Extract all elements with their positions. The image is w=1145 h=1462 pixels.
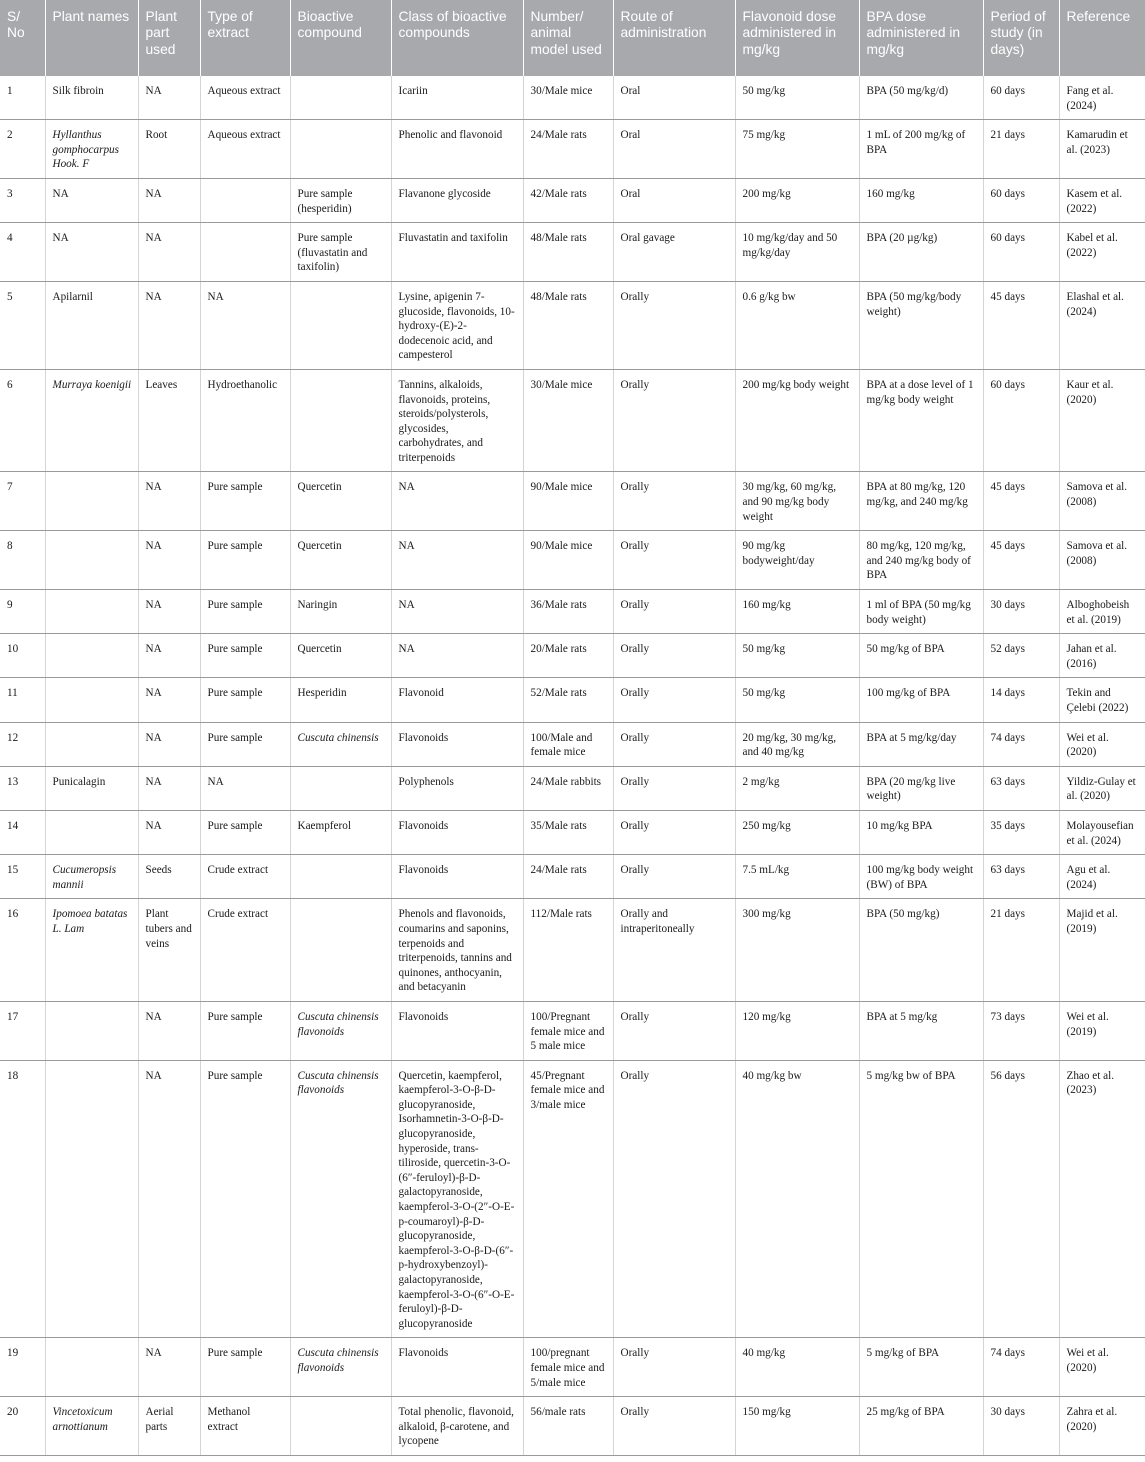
cell-plant-part: Leaves [138,369,200,472]
cell-sno: 13 [0,766,45,810]
cell-extract-type: Aqueous extract [200,76,290,120]
cell-animal-model: 56/male rats [523,1397,613,1456]
cell-animal-model: 100/Male and female mice [523,722,613,766]
cell-bioactive-compound: Naringin [290,590,391,634]
table-header [0,0,1145,76]
cell-bpa-dose: 1 mL of 200 mg/kg of BPA [859,120,983,179]
cell-extract-type: Hydroethanolic [200,369,290,472]
cell-plant-part: NA [138,178,200,222]
cell-reference: Samova et al. (2008) [1059,472,1145,531]
header-reference: Reference [1059,0,1145,76]
cell-plant-name [45,1001,138,1060]
cell-bioactive-compound [290,766,391,810]
cell-extract-type: Aqueous extract [200,120,290,179]
cell-compound-class: Lysine, apigenin 7-glucoside, flavonoids, 10-hydroxy-(E)-2-dodecenoic acid, and campesterol [391,281,523,369]
cell-flavonoid-dose: 90 mg/kg bodyweight/day [735,531,859,590]
cell-extract-type: Pure sample [200,531,290,590]
cell-reference: Jahan et al. (2016) [1059,634,1145,678]
cell-extract-type: Crude extract [200,855,290,899]
cell-animal-model: 52/Male rats [523,678,613,722]
header-animal-model: Number/ animal model used [523,0,613,76]
cell-bpa-dose: BPA at 80 mg/kg, 120 mg/kg, and 240 mg/kg [859,472,983,531]
cell-bioactive-compound: Quercetin [290,531,391,590]
cell-animal-model: 45/Pregnant female mice and 3/male mice [523,1060,613,1338]
header-bpa-dose: BPA dose administered in mg/kg [859,0,983,76]
cell-route: Orally [613,281,735,369]
cell-compound-class: Flavonoid [391,678,523,722]
cell-flavonoid-dose: 50 mg/kg [735,678,859,722]
cell-extract-type: NA [200,281,290,369]
cell-reference: Molayousefian et al. (2024) [1059,810,1145,854]
cell-compound-class: NA [391,472,523,531]
cell-plant-part: NA [138,1060,200,1338]
cell-bpa-dose: BPA at 5 mg/kg [859,1001,983,1060]
cell-plant-part: NA [138,1338,200,1397]
cell-plant-name: Cucumeropsis mannii [45,855,138,899]
cell-period: 45 days [983,531,1059,590]
cell-plant-part: NA [138,223,200,282]
cell-period: 14 days [983,678,1059,722]
cell-plant-name: Ipomoea batatas L. Lam [45,899,138,1002]
cell-flavonoid-dose: 150 mg/kg [735,1397,859,1456]
cell-bpa-dose: BPA (20 µg/kg) [859,223,983,282]
cell-compound-class: NA [391,590,523,634]
cell-period: 45 days [983,281,1059,369]
cell-compound-class: Phenols and flavonoids, coumarins and saponins, terpenoids and triterpenoids, tannins and quinones, anthocyanin, and betacyanin [391,899,523,1002]
cell-route: Orally [613,722,735,766]
cell-flavonoid-dose: 120 mg/kg [735,1001,859,1060]
cell-flavonoid-dose: 250 mg/kg [735,810,859,854]
table-row [0,531,1145,590]
cell-compound-class: Flavanone glycoside [391,178,523,222]
cell-animal-model: 24/Male rats [523,855,613,899]
cell-animal-model: 35/Male rats [523,810,613,854]
cell-reference: Elashal et al. (2024) [1059,281,1145,369]
cell-period: 35 days [983,810,1059,854]
cell-plant-part: NA [138,810,200,854]
cell-plant-name [45,634,138,678]
cell-plant-part: NA [138,722,200,766]
cell-flavonoid-dose: 10 mg/kg/day and 50 mg/kg/day [735,223,859,282]
table-row [0,678,1145,722]
table-row [0,590,1145,634]
cell-animal-model: 24/Male rabbits [523,766,613,810]
cell-extract-type: Pure sample [200,1338,290,1397]
table-row [0,810,1145,854]
cell-bioactive-compound: Quercetin [290,634,391,678]
cell-compound-class: Flavonoids [391,1338,523,1397]
cell-animal-model: 48/Male rats [523,223,613,282]
cell-plant-part: Seeds [138,855,200,899]
cell-bioactive-compound: Cuscuta chinensis flavonoids [290,1338,391,1397]
cell-reference: Wei et al. (2020) [1059,1338,1145,1397]
cell-flavonoid-dose: 50 mg/kg [735,76,859,120]
table-row [0,1001,1145,1060]
cell-reference: Zhao et al. (2023) [1059,1060,1145,1338]
cell-bpa-dose: 25 mg/kg of BPA [859,1397,983,1456]
cell-bioactive-compound: Hesperidin [290,678,391,722]
cell-plant-name: Silk fibroin [45,76,138,120]
cell-sno: 10 [0,634,45,678]
cell-compound-class: Tannins, alkaloids, flavonoids, proteins, steroids/polysterols, glycosides, carbohydrates, and triterpenoids [391,369,523,472]
header-period: Period of study (in days) [983,0,1059,76]
cell-route: Oral gavage [613,223,735,282]
cell-route: Orally [613,1060,735,1338]
cell-sno: 14 [0,810,45,854]
cell-plant-name: Punicalagin [45,766,138,810]
cell-compound-class: Polyphenols [391,766,523,810]
cell-bioactive-compound: Quercetin [290,472,391,531]
cell-reference: Yildiz-Gulay et al. (2020) [1059,766,1145,810]
table-row [0,899,1145,1002]
cell-bpa-dose: 80 mg/kg, 120 mg/kg, and 240 mg/kg body of BPA [859,531,983,590]
cell-sno: 5 [0,281,45,369]
cell-route: Oral [613,178,735,222]
cell-bioactive-compound [290,281,391,369]
cell-flavonoid-dose: 200 mg/kg [735,178,859,222]
header-bioactive-compound: Bioactive compound [290,0,391,76]
cell-plant-name [45,1060,138,1338]
header-row [0,0,1145,76]
cell-sno: 16 [0,899,45,1002]
cell-period: 63 days [983,766,1059,810]
cell-bpa-dose: 160 mg/kg [859,178,983,222]
cell-period: 60 days [983,76,1059,120]
cell-route: Orally [613,810,735,854]
cell-extract-type: Pure sample [200,1001,290,1060]
cell-route: Orally [613,678,735,722]
cell-sno: 19 [0,1338,45,1397]
table-row [0,855,1145,899]
header-flavonoid-dose: Flavonoid dose administered in mg/kg [735,0,859,76]
cell-plant-part: NA [138,472,200,531]
cell-animal-model: 100/pregnant female mice and 5/male mice [523,1338,613,1397]
table-row [0,76,1145,120]
cell-period: 52 days [983,634,1059,678]
cell-reference: Majid et al. (2019) [1059,899,1145,1002]
table-row [0,1060,1145,1338]
cell-route: Orally [613,590,735,634]
cell-plant-name: Murraya koenigii [45,369,138,472]
cell-extract-type: Pure sample [200,1060,290,1338]
cell-plant-name [45,810,138,854]
cell-sno: 3 [0,178,45,222]
cell-plant-part: NA [138,590,200,634]
cell-plant-part: NA [138,76,200,120]
cell-reference: Zahra et al. (2020) [1059,1397,1145,1456]
cell-bpa-dose: BPA (20 mg/kg live weight) [859,766,983,810]
cell-flavonoid-dose: 20 mg/kg, 30 mg/kg, and 40 mg/kg [735,722,859,766]
table-row [0,369,1145,472]
cell-compound-class: Flavonoids [391,810,523,854]
cell-extract-type [200,178,290,222]
cell-bioactive-compound [290,369,391,472]
cell-flavonoid-dose: 30 mg/kg, 60 mg/kg, and 90 mg/kg body weight [735,472,859,531]
cell-bpa-dose: 10 mg/kg BPA [859,810,983,854]
table-row [0,120,1145,179]
cell-animal-model: 24/Male rats [523,120,613,179]
cell-compound-class: Icariin [391,76,523,120]
cell-sno: 2 [0,120,45,179]
cell-sno: 4 [0,223,45,282]
cell-sno: 12 [0,722,45,766]
cell-route: Orally [613,766,735,810]
cell-plant-name [45,590,138,634]
cell-extract-type: NA [200,766,290,810]
cell-flavonoid-dose: 75 mg/kg [735,120,859,179]
cell-plant-name: NA [45,178,138,222]
cell-reference: Agu et al. (2024) [1059,855,1145,899]
cell-sno: 9 [0,590,45,634]
cell-bpa-dose: BPA (50 mg/kg/body weight) [859,281,983,369]
cell-extract-type: Methanol extract [200,1397,290,1456]
cell-bpa-dose: 100 mg/kg of BPA [859,678,983,722]
cell-animal-model: 90/Male mice [523,531,613,590]
cell-extract-type: Pure sample [200,810,290,854]
cell-reference: Alboghobeish et al. (2019) [1059,590,1145,634]
cell-route: Orally [613,472,735,531]
cell-period: 30 days [983,590,1059,634]
header-plant-names: Plant names [45,0,138,76]
cell-compound-class: NA [391,531,523,590]
cell-sno: 11 [0,678,45,722]
cell-compound-class: Flavonoids [391,855,523,899]
cell-animal-model: 30/Male mice [523,369,613,472]
cell-bpa-dose: BPA (50 mg/kg) [859,899,983,1002]
cell-period: 74 days [983,722,1059,766]
cell-reference: Samova et al. (2008) [1059,531,1145,590]
table-row [0,634,1145,678]
cell-bioactive-compound: Pure sample (fluvastatin and taxifolin) [290,223,391,282]
table-row [0,1338,1145,1397]
header-plant-part: Plant part used [138,0,200,76]
cell-period: 56 days [983,1060,1059,1338]
table-row [0,281,1145,369]
cell-sno: 20 [0,1397,45,1456]
cell-compound-class: Flavonoids [391,1001,523,1060]
cell-plant-name: NA [45,223,138,282]
table-row [0,223,1145,282]
cell-bioactive-compound [290,899,391,1002]
cell-animal-model: 100/Pregnant female mice and 5 male mice [523,1001,613,1060]
cell-sno: 15 [0,855,45,899]
table-row [0,472,1145,531]
cell-flavonoid-dose: 200 mg/kg body weight [735,369,859,472]
header-sno: S/ No [0,0,45,76]
cell-plant-name [45,678,138,722]
cell-route: Oral [613,120,735,179]
cell-plant-name [45,472,138,531]
cell-compound-class: Phenolic and flavonoid [391,120,523,179]
cell-plant-name: Vincetoxicum arnottianum [45,1397,138,1456]
cell-route: Orally [613,855,735,899]
table-row [0,722,1145,766]
cell-plant-part: NA [138,766,200,810]
cell-bpa-dose: 1 ml of BPA (50 mg/kg body weight) [859,590,983,634]
cell-period: 73 days [983,1001,1059,1060]
cell-route: Orally and intraperitoneally [613,899,735,1002]
cell-route: Orally [613,369,735,472]
cell-bpa-dose: 5 mg/kg of BPA [859,1338,983,1397]
header-compound-class: Class of bioactive compounds [391,0,523,76]
cell-plant-name [45,722,138,766]
cell-plant-part: NA [138,634,200,678]
cell-bpa-dose: 100 mg/kg body weight (BW) of BPA [859,855,983,899]
cell-bioactive-compound [290,855,391,899]
cell-period: 21 days [983,899,1059,1002]
cell-sno: 18 [0,1060,45,1338]
cell-compound-class: NA [391,634,523,678]
cell-period: 21 days [983,120,1059,179]
cell-plant-name: Hyllanthus gomphocarpus Hook. F [45,120,138,179]
cell-route: Orally [613,531,735,590]
cell-flavonoid-dose: 7.5 mL/kg [735,855,859,899]
cell-bioactive-compound: Pure sample (hesperidin) [290,178,391,222]
cell-extract-type: Pure sample [200,634,290,678]
cell-animal-model: 20/Male rats [523,634,613,678]
cell-period: 60 days [983,223,1059,282]
cell-bioactive-compound [290,120,391,179]
cell-bioactive-compound: Cuscuta chinensis [290,722,391,766]
cell-bpa-dose: 5 mg/kg bw of BPA [859,1060,983,1338]
cell-bioactive-compound: Kaempferol [290,810,391,854]
cell-plant-part: NA [138,281,200,369]
cell-animal-model: 36/Male rats [523,590,613,634]
cell-bpa-dose: BPA at 5 mg/kg/day [859,722,983,766]
cell-flavonoid-dose: 160 mg/kg [735,590,859,634]
cell-plant-part: NA [138,531,200,590]
cell-animal-model: 30/Male mice [523,76,613,120]
cell-period: 45 days [983,472,1059,531]
cell-animal-model: 90/Male mice [523,472,613,531]
cell-flavonoid-dose: 0.6 g/kg bw [735,281,859,369]
cell-reference: Wei et al. (2019) [1059,1001,1145,1060]
cell-bpa-dose: BPA (50 mg/kg/d) [859,76,983,120]
table-body [0,76,1145,1455]
cell-flavonoid-dose: 40 mg/kg [735,1338,859,1397]
cell-animal-model: 42/Male rats [523,178,613,222]
cell-compound-class: Flavonoids [391,722,523,766]
cell-extract-type: Pure sample [200,472,290,531]
cell-extract-type [200,223,290,282]
cell-extract-type: Pure sample [200,678,290,722]
cell-plant-part: NA [138,678,200,722]
cell-reference: Kabel et al. (2022) [1059,223,1145,282]
header-extract-type: Type of extract [200,0,290,76]
cell-flavonoid-dose: 300 mg/kg [735,899,859,1002]
cell-animal-model: 48/Male rats [523,281,613,369]
cell-period: 30 days [983,1397,1059,1456]
cell-compound-class: Fluvastatin and taxifolin [391,223,523,282]
cell-route: Oral [613,76,735,120]
cell-bioactive-compound: Cuscuta chinensis flavonoids [290,1001,391,1060]
cell-reference: Fang et al. (2024) [1059,76,1145,120]
cell-extract-type: Crude extract [200,899,290,1002]
cell-reference: Kasem et al. (2022) [1059,178,1145,222]
table-row [0,178,1145,222]
cell-flavonoid-dose: 50 mg/kg [735,634,859,678]
cell-plant-part: Aerial parts [138,1397,200,1456]
cell-plant-part: Plant tubers and veins [138,899,200,1002]
cell-plant-part: Root [138,120,200,179]
cell-compound-class: Total phenolic, flavonoid, alkaloid, β-carotene, and lycopene [391,1397,523,1456]
cell-flavonoid-dose: 2 mg/kg [735,766,859,810]
cell-period: 60 days [983,178,1059,222]
table-row [0,766,1145,810]
table-row [0,1397,1145,1456]
cell-route: Orally [613,1397,735,1456]
cell-sno: 6 [0,369,45,472]
cell-plant-name: Apilarnil [45,281,138,369]
cell-period: 60 days [983,369,1059,472]
cell-reference: Wei et al. (2020) [1059,722,1145,766]
cell-bpa-dose: BPA at a dose level of 1 mg/kg body weight [859,369,983,472]
header-route: Route of administration [613,0,735,76]
cell-route: Orally [613,1338,735,1397]
cell-animal-model: 112/Male rats [523,899,613,1002]
cell-sno: 7 [0,472,45,531]
cell-bioactive-compound [290,1397,391,1456]
cell-reference: Tekin and Çelebi (2022) [1059,678,1145,722]
cell-plant-name [45,531,138,590]
cell-sno: 1 [0,76,45,120]
cell-extract-type: Pure sample [200,590,290,634]
cell-plant-name [45,1338,138,1397]
cell-flavonoid-dose: 40 mg/kg bw [735,1060,859,1338]
cell-period: 63 days [983,855,1059,899]
cell-bioactive-compound [290,76,391,120]
cell-reference: Kamarudin et al. (2023) [1059,120,1145,179]
cell-sno: 17 [0,1001,45,1060]
cell-route: Orally [613,1001,735,1060]
cell-bioactive-compound: Cuscuta chinensis flavonoids [290,1060,391,1338]
cell-reference: Kaur et al. (2020) [1059,369,1145,472]
cell-route: Orally [613,634,735,678]
cell-plant-part: NA [138,1001,200,1060]
cell-sno: 8 [0,531,45,590]
cell-compound-class: Quercetin, kaempferol, kaempferol-3-O-β-D-glucopyranoside, Isorhamnetin-3-O-β-D-glucopyranoside, hyperoside, trans-tiliroside, quercetin-3-O-(6″-feruloyl)-β-D-galactopyranoside, kaempferol-3-O-(2″-O-E-p-coumaroyl)-β-D-glucopyranoside, kaempferol-3-O-β-D-(6″-p-hydroxybenzoyl)-galactopyranoside, kaempferol-3-O-(6″-O-E-feruloyl)-β-D-glucopyranoside [391,1060,523,1338]
cell-period: 74 days [983,1338,1059,1397]
cell-bpa-dose: 50 mg/kg of BPA [859,634,983,678]
cell-extract-type: Pure sample [200,722,290,766]
